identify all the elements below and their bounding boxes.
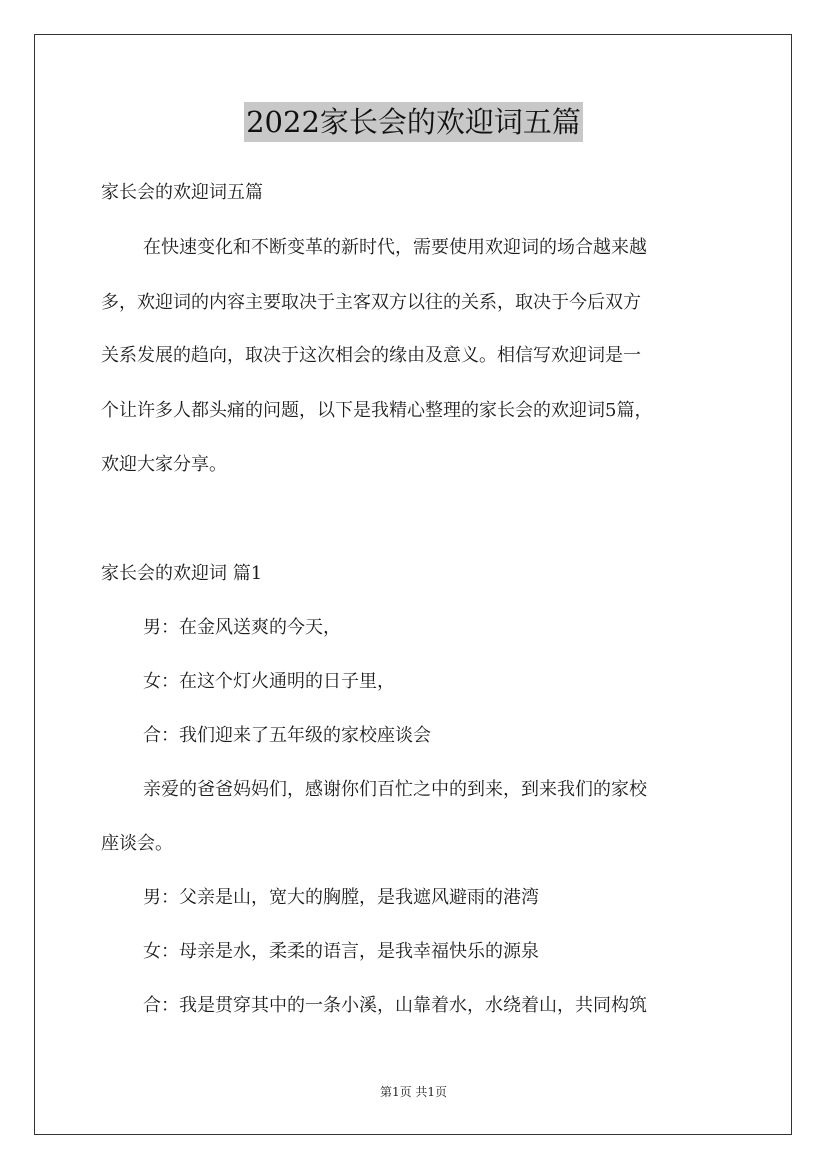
title-container (0, 102, 827, 142)
body-line-8: 合：我是贯穿其中的一条小溪，山靠着水，水绕着山，共同构筑 (143, 995, 647, 1016)
intro-line-2: 多，欢迎词的内容主要取决于主客双方以往的关系，取决于今后双方 (101, 292, 641, 313)
section-heading: 家长会的欢迎词 篇1 (101, 563, 263, 584)
body-line-1: 男：在金风送爽的今天， (143, 617, 341, 638)
page-footer: 第1页 共1页 (379, 1085, 448, 1099)
body-line-3: 合：我们迎来了五年级的家校座谈会 (143, 725, 431, 746)
body-line-7: 女：母亲是水，柔柔的语言，是我幸福快乐的源泉 (143, 941, 539, 962)
body-line-2: 女：在这个灯火通明的日子里， (143, 671, 395, 692)
body-line-4: 亲爱的爸爸妈妈们，感谢你们百忙之中的到来，到来我们的家校 (143, 779, 647, 800)
intro-line-1: 在快速变化和不断变革的新时代，需要使用欢迎词的场合越来越 (143, 237, 647, 258)
intro-line-5: 欢迎大家分享。 (101, 454, 227, 475)
intro-line-4: 个让许多人都头痛的问题，以下是我精心整理的家长会的欢迎词5篇， (101, 400, 653, 421)
intro-line-3: 关系发展的趋向，取决于这次相会的缘由及意义。相信写欢迎词是一 (101, 345, 641, 366)
body-line-6: 男：父亲是山，宽大的胸膛，是我遮风避雨的港湾 (143, 887, 539, 908)
body-line-5: 座谈会。 (101, 833, 173, 854)
document-subtitle: 家长会的欢迎词五篇 (101, 182, 263, 203)
document-title: 2022家长会的欢迎词五篇 (244, 102, 583, 142)
